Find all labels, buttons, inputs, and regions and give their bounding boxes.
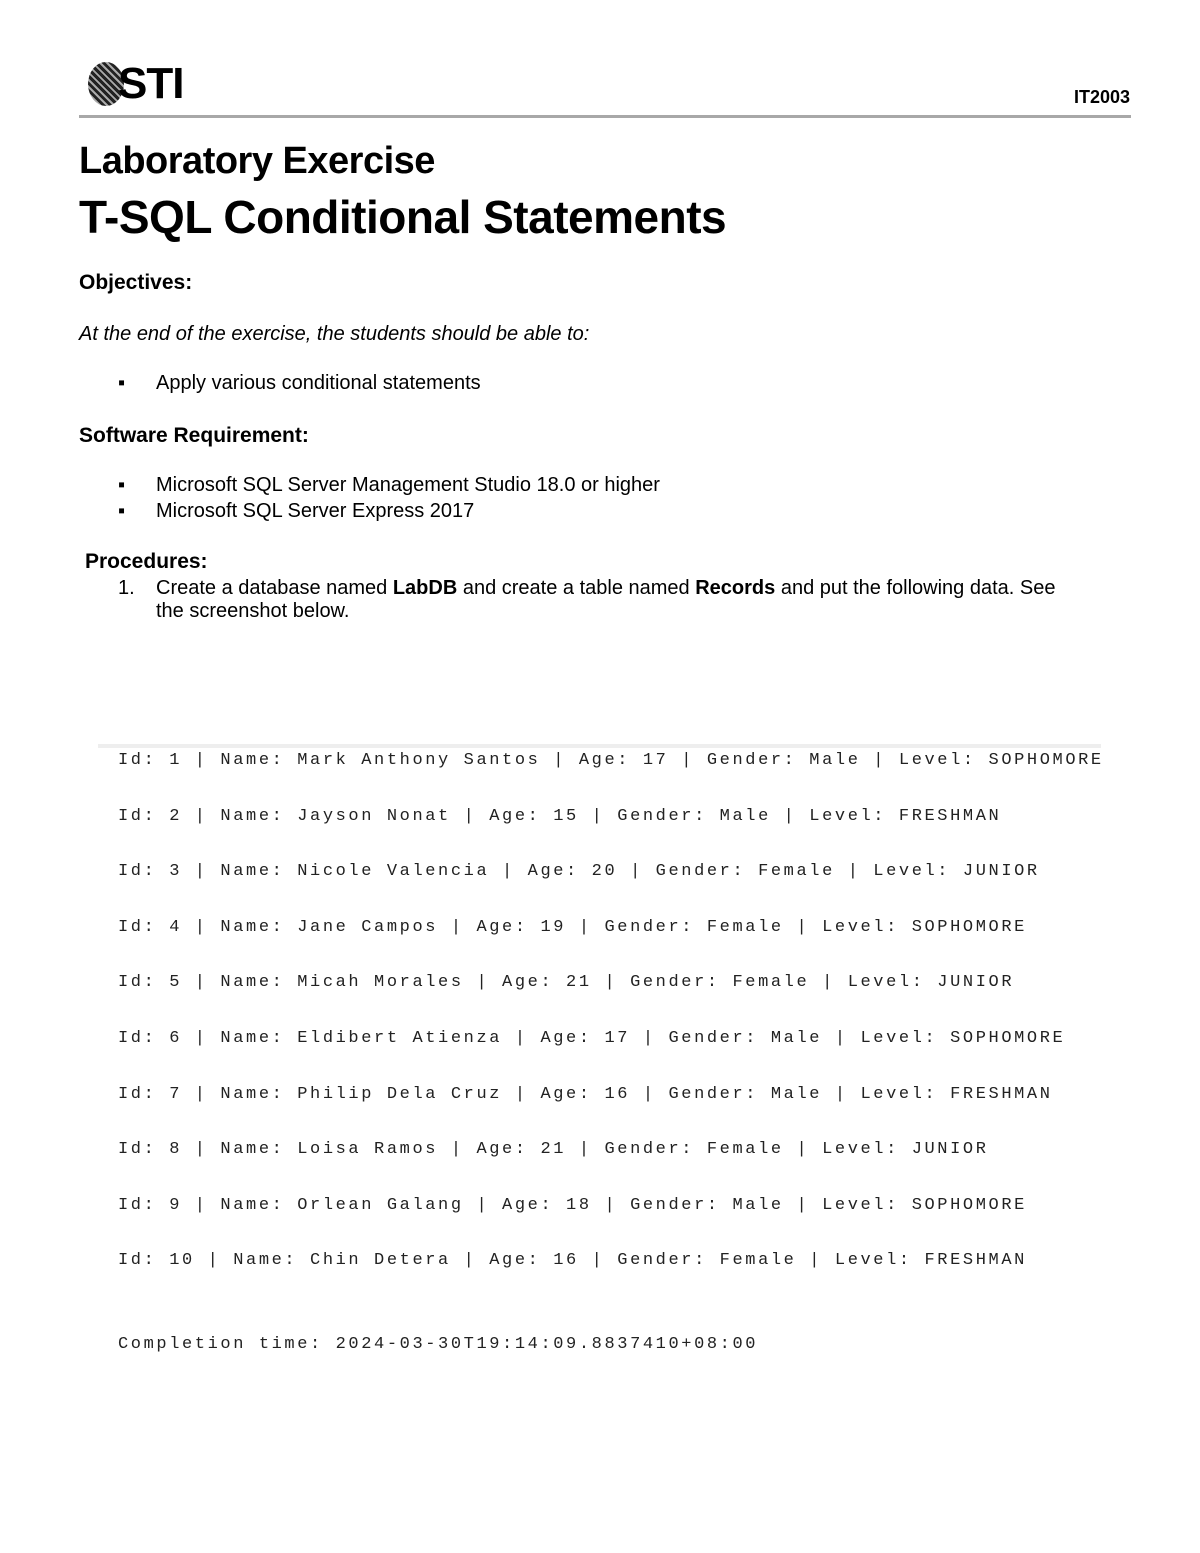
software-heading: Software Requirement:	[79, 424, 309, 447]
sti-logo	[88, 59, 184, 108]
output-row: Id: 4 | Name: Jane Campos | Age: 19 | Gender: Female | Level: SOPHOMORE	[118, 917, 1027, 937]
logo-text: STI	[118, 59, 184, 108]
step-number: 1.	[118, 577, 135, 599]
step-text: the screenshot below.	[156, 600, 350, 622]
step-text: and put the following data. See	[775, 577, 1056, 599]
output-row: Id: 6 | Name: Eldibert Atienza | Age: 17 | Gender: Male | Level: SOPHOMORE	[118, 1029, 1066, 1048]
objective-item: ▪ Apply various conditional statements	[118, 372, 481, 394]
objectives-intro: At the end of the exercise, the students should be able to:	[79, 323, 590, 345]
output-row: Id: 5 | Name: Micah Morales | Age: 21 | Gender: Female | Level: JUNIOR	[118, 973, 1015, 993]
table-name: Records	[695, 577, 776, 599]
output-row: Id: 1 | Name: Mark Anthony Santos | Age: 17 | Gender: Male | Level: SOPHOMORE	[118, 751, 1104, 770]
output-row: Id: 3 | Name: Nicole Valencia | Age: 20 | Gender: Female | Level: JUNIOR	[118, 862, 1040, 882]
output-row: Id: 2 | Name: Jayson Nonat | Age: 15 | Gender: Male | Level: FRESHMAN	[118, 806, 1002, 826]
header-divider	[79, 115, 1131, 118]
software-text: Microsoft SQL Server Management Studio 18.0 or higher	[156, 474, 660, 496]
step-text: Create a database named	[156, 577, 393, 599]
title-line2: T-SQL Conditional Statements	[79, 191, 727, 243]
software-text: Microsoft SQL Server Express 2017	[156, 500, 475, 522]
output-row: Id: 9 | Name: Orlean Galang | Age: 18 | Gender: Male | Level: SOPHOMORE	[118, 1195, 1027, 1215]
procedure-step-1	[118, 577, 1138, 623]
screenshot-top-edge	[98, 744, 1101, 748]
procedures-heading: Procedures:	[85, 550, 208, 573]
output-row: Id: 10 | Name: Chin Detera | Age: 16 | Gender: Female | Level: FRESHMAN	[118, 1251, 1027, 1271]
objective-text: Apply various conditional statements	[156, 372, 481, 394]
db-name: LabDB	[392, 577, 458, 599]
completion-time: Completion time: 2024-03-30T19:14:09.8837410+08:00	[118, 1335, 759, 1354]
step-text: and create a table named	[457, 577, 696, 599]
course-code: IT2003	[1073, 87, 1130, 107]
output-row: Id: 8 | Name: Loisa Ramos | Age: 21 | Gender: Female | Level: JUNIOR	[118, 1140, 989, 1160]
objectives-heading: Objectives:	[79, 271, 193, 294]
title-line1: Laboratory Exercise	[79, 140, 435, 182]
software-item: ▪ Microsoft SQL Server Management Studio 18.0 or higher	[118, 474, 660, 496]
software-item: ▪ Microsoft SQL Server Express 2017	[118, 500, 475, 522]
output-row: Id: 7 | Name: Philip Dela Cruz | Age: 16 | Gender: Male | Level: FRESHMAN	[118, 1084, 1053, 1104]
